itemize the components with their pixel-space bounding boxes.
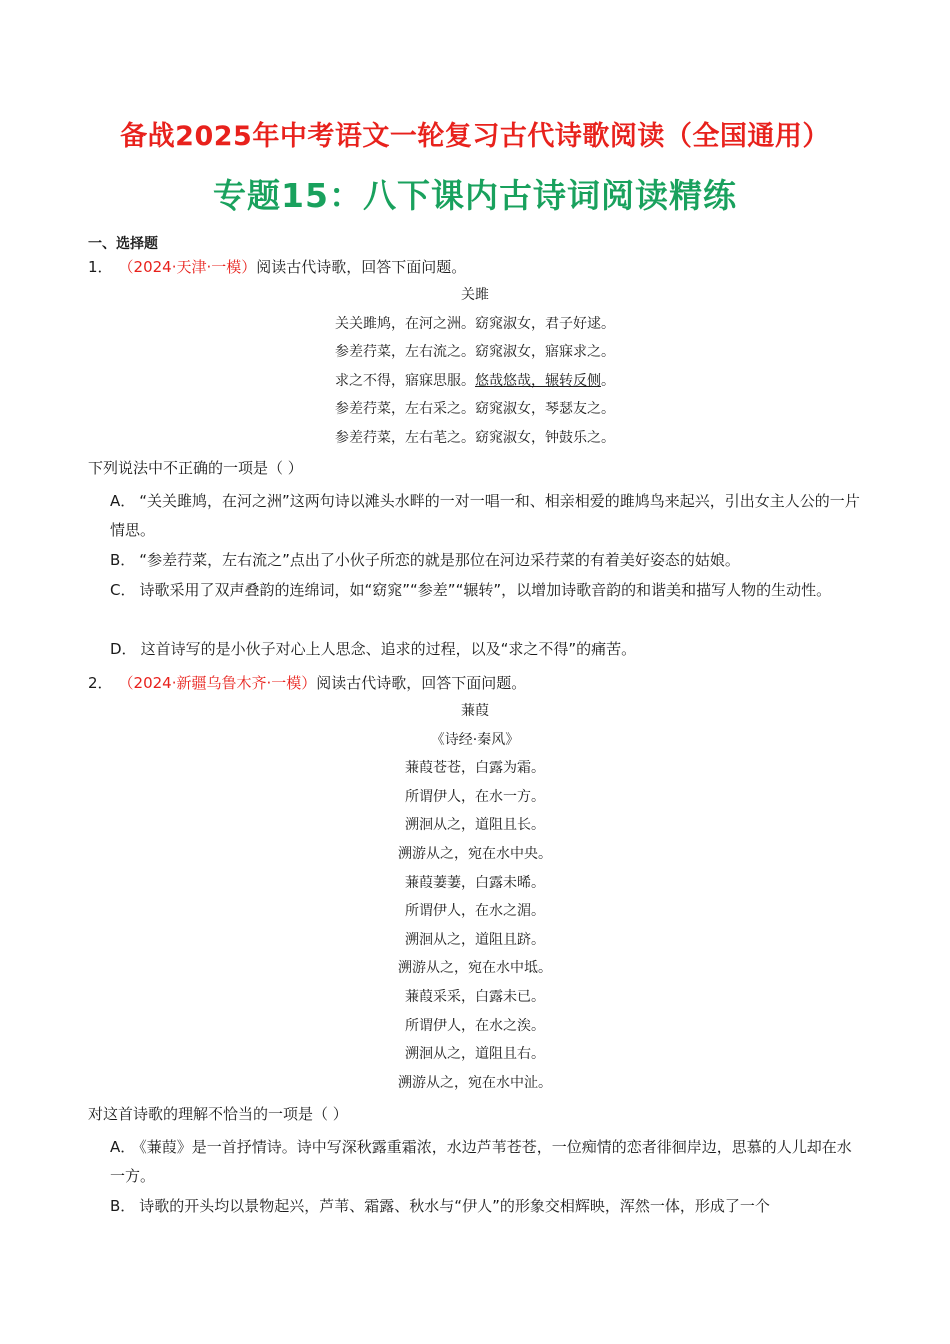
poem-line: 溯游从之，宛在水中央。 [398, 845, 552, 862]
poem-line: 溯洄从之，道阻且右。 [405, 1046, 545, 1063]
poem-line: 蒹葭萋萋，白露未晞。 [405, 874, 545, 891]
option-c: C． 诗歌采用了双声叠韵的连绵词，如“窈窕”“参差”“辗转”，以增加诗歌音韵的和谐美和描写人物的生动性。 [110, 581, 832, 599]
poem-line: 所谓伊人，在水一方。 [405, 788, 545, 805]
underlined-phrase: 悠哉悠哉，辗转反侧 [475, 372, 601, 389]
question-2-header [88, 672, 526, 693]
poem-line: 溯游从之，宛在水中沚。 [398, 1074, 552, 1091]
section-heading: 一、选择题 [88, 236, 158, 252]
poem-line: 求之不得，寤寐思服。悠哉悠哉，辗转反侧。 [335, 372, 615, 389]
poem-title: 蒹葭 [461, 703, 489, 719]
poem-line: 参差荇菜，左右流之。窈窕淑女，寤寐求之。 [335, 344, 615, 361]
poem-line: 蒹葭苍苍，白露为霜。 [405, 760, 545, 777]
poem-line: 溯洄从之，道阻且跻。 [405, 931, 545, 948]
question-stem: 下列说法中不正确的一项是（ ） [88, 459, 303, 477]
poem-source: 《诗经·秦风》 [430, 731, 520, 748]
question-number: 2． [88, 674, 113, 692]
question-source: （2024·天津·一模） [118, 258, 257, 276]
option-a: A． 《蒹葭》是一首抒情诗。诗中写深秋露重霜浓，水边芦苇苍苍，一位痴情的恋者徘徊岸边，思慕的人儿却在水一方。 [110, 1138, 852, 1185]
option-b: B． “参差荇菜，左右流之”点出了小伙子所恋的就是那位在河边采荇菜的有着美好姿态的姑娘。 [110, 551, 740, 569]
question-prompt: 阅读古代诗歌，回答下面问题。 [256, 258, 467, 276]
option-b: B． 诗歌的开头均以景物起兴，芦苇、霜露、秋水与“伊人”的形象交相辉映，浑然一体，形成了一个 [110, 1197, 770, 1215]
poem-line: 参差荇菜，左右芼之。窈窕淑女，钟鼓乐之。 [335, 429, 615, 446]
poem-line: 溯游从之，宛在水中坻。 [398, 960, 552, 977]
question-source: （2024·新疆乌鲁木齐·一模） [118, 674, 317, 692]
poem-line: 所谓伊人，在水之涘。 [405, 1017, 545, 1034]
question-stem: 对这首诗歌的理解不恰当的一项是（ ） [88, 1105, 348, 1123]
document-title: 备战2025年中考语文一轮复习古代诗歌阅读（全国通用） [120, 121, 830, 152]
document-subtitle: 专题15：八下课内古诗词阅读精练 [213, 176, 737, 215]
poem-title: 关雎 [461, 287, 489, 303]
question-1-header [88, 256, 466, 277]
poem-line: 溯洄从之，道阻且长。 [405, 817, 545, 834]
option-d: D． 这首诗写的是小伙子对心上人思念、追求的过程，以及“求之不得”的痛苦。 [110, 640, 637, 658]
poem-guanju [0, 281, 950, 453]
question-number: 1． [88, 258, 113, 276]
poem-line: 关关雎鸠，在河之洲。窈窕淑女，君子好逑。 [335, 315, 615, 332]
poem-line: 蒹葭采采，白露未已。 [405, 988, 545, 1005]
poem-jianjia [0, 697, 950, 1097]
poem-line: 所谓伊人，在水之湄。 [405, 903, 545, 920]
poem-line: 参差荇菜，左右采之。窈窕淑女，琴瑟友之。 [335, 401, 615, 418]
question-prompt: 阅读古代诗歌，回答下面问题。 [316, 674, 527, 692]
option-a: A． “关关雎鸠，在河之洲”这两句诗以滩头水畔的一对一唱一和、相亲相爱的雎鸠鸟来起兴，引出女主人公的一片情思。 [110, 492, 860, 539]
